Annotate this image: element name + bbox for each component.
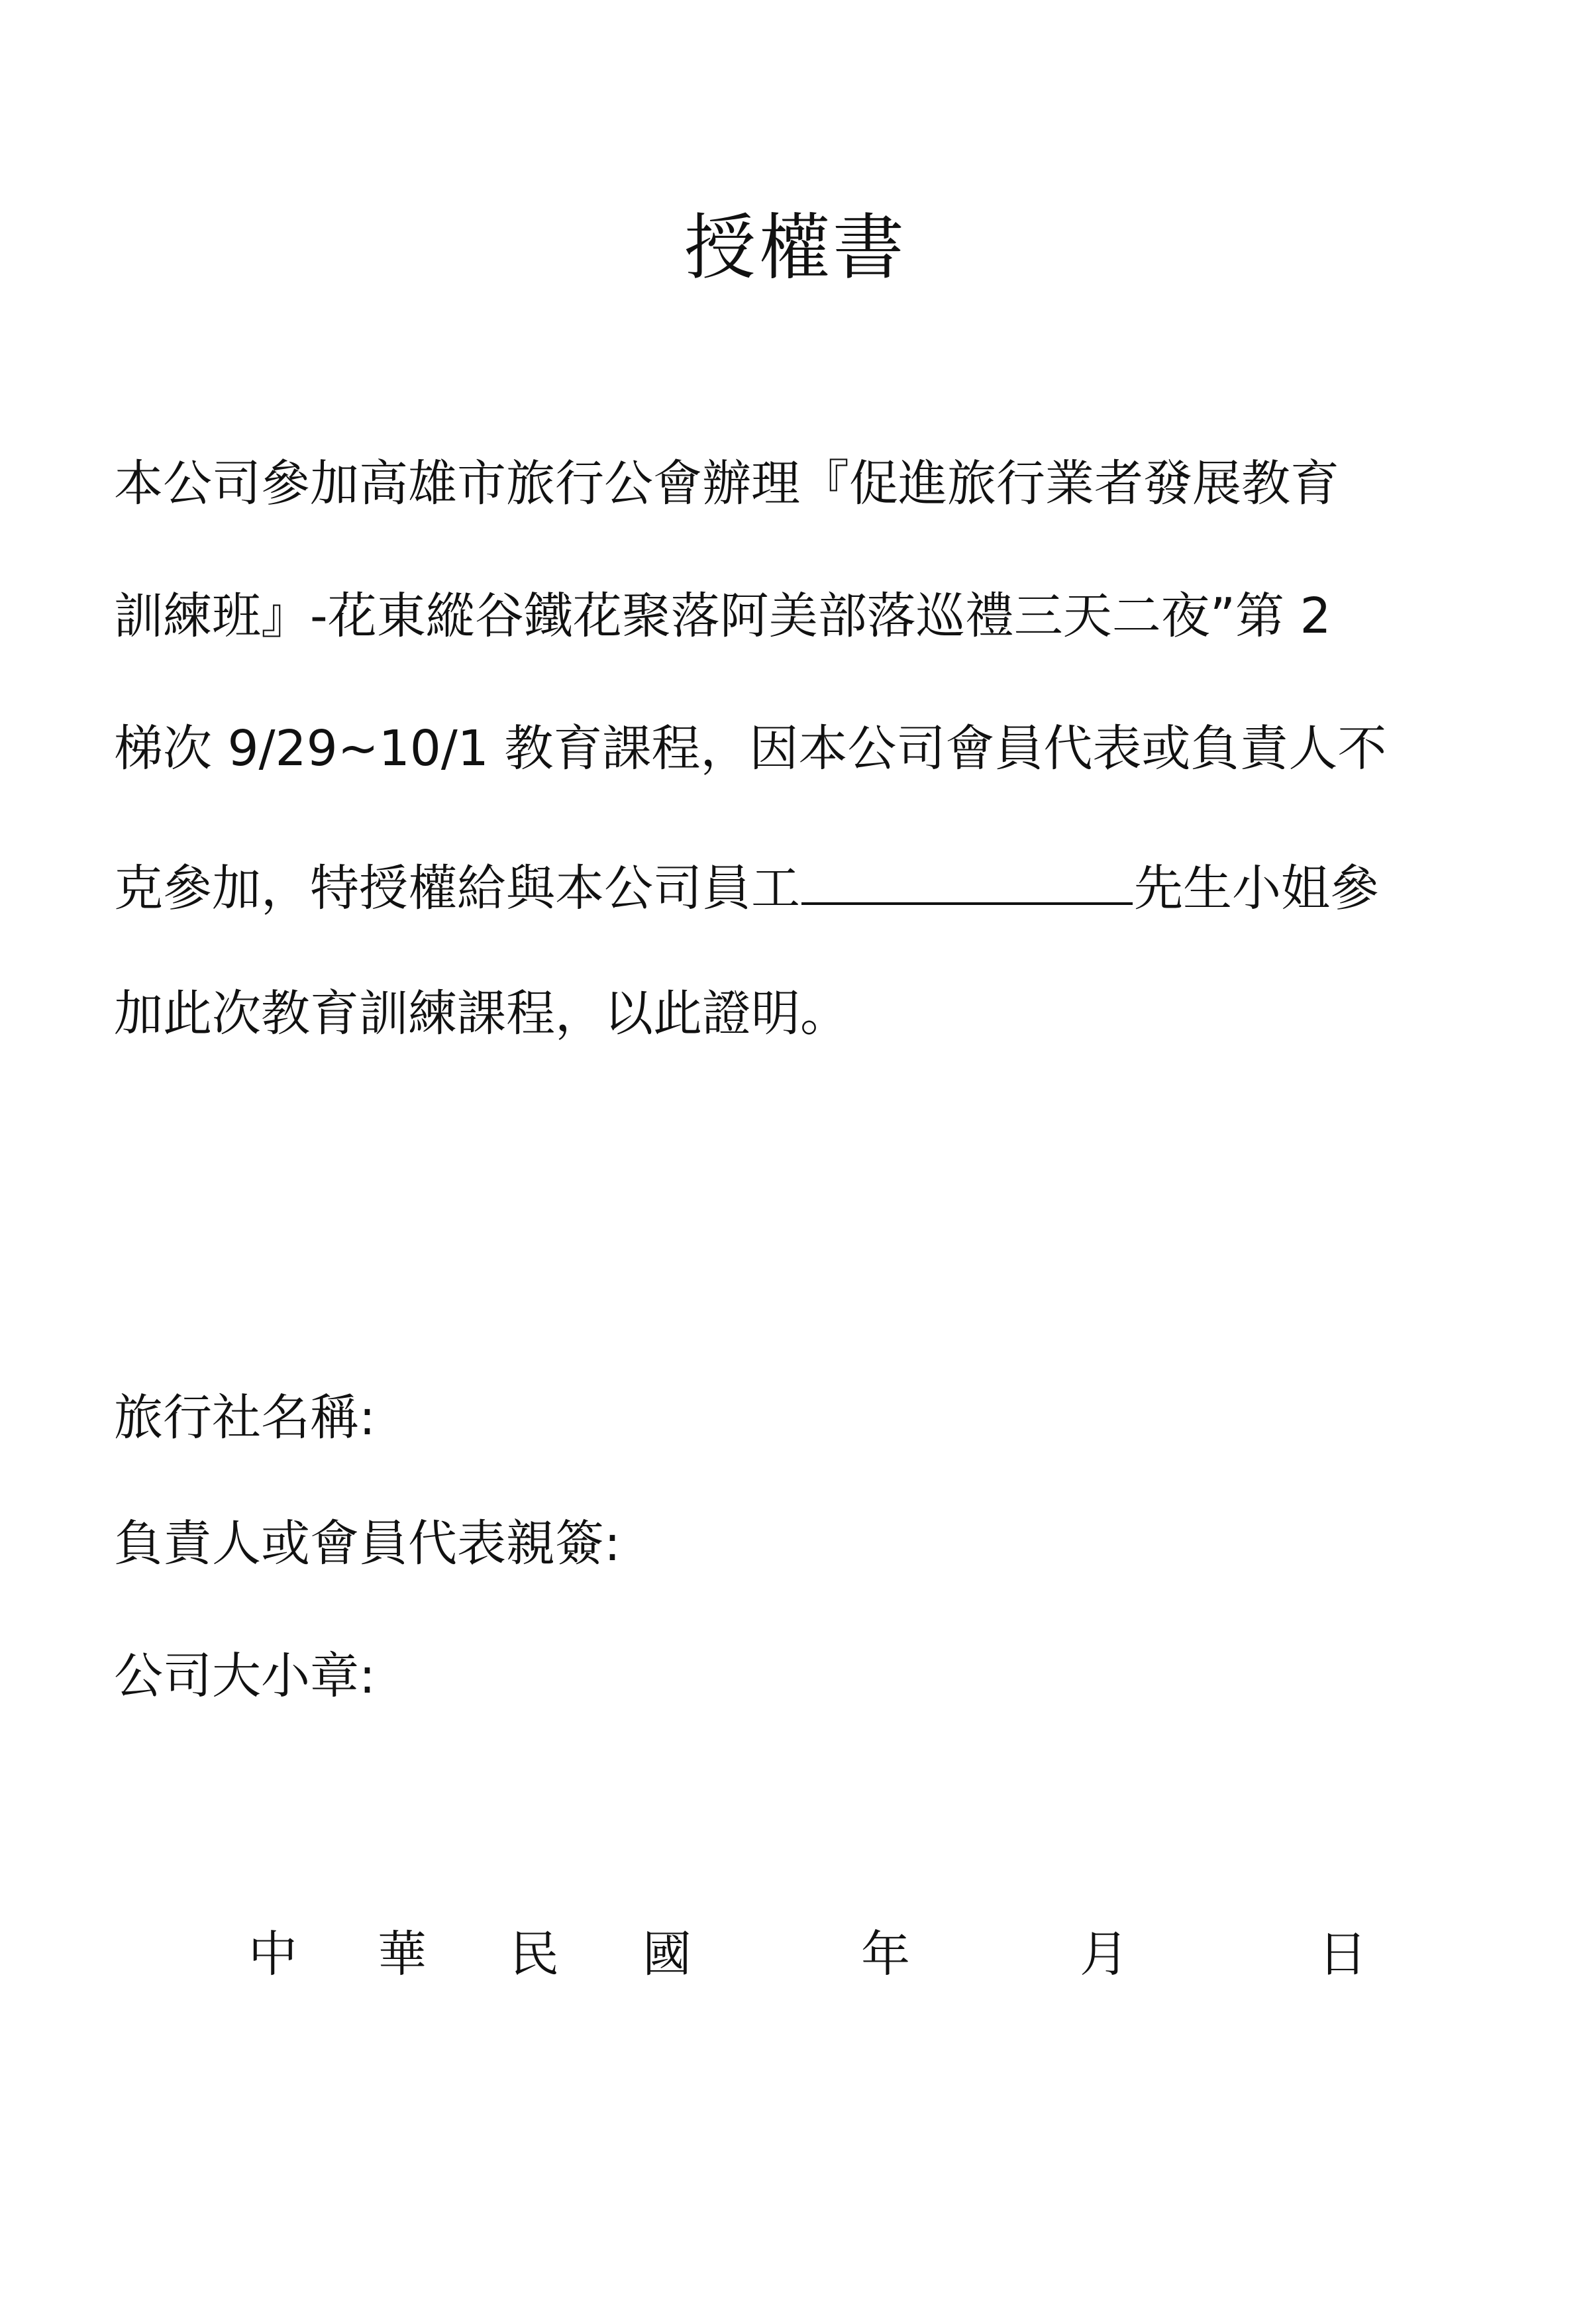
agency-name-label: 旅行社名稱: [114, 1389, 376, 1446]
document-title: 授權書 [684, 207, 907, 290]
date-char-4: 國 [642, 1926, 692, 1983]
date-year-label: 年 [861, 1926, 910, 1983]
body-line-4-text-after: 先生小姐參 [1134, 860, 1379, 917]
date-char-1: 中 [248, 1926, 297, 1983]
body-line-4-text-before: 克參加，特授權給與本公司員工 [114, 860, 800, 917]
date-char-2: 華 [378, 1926, 427, 1983]
body-line-3: 梯次 9/29~10/1 教育課程，因本公司會員代表或負責人不 [114, 720, 1387, 777]
signature-label: 負責人或會員代表親簽: [114, 1515, 621, 1572]
employee-name-blank[interactable] [801, 848, 1133, 905]
body-line-4 [114, 848, 1485, 922]
body-line-1: 本公司參加高雄市旅行公會辦理『促進旅行業者發展教育 [114, 455, 1339, 512]
date-day-label: 日 [1318, 1926, 1367, 1983]
body-line-5: 加此次教育訓練課程，以此證明。 [114, 985, 849, 1042]
company-seal-label: 公司大小章: [114, 1648, 376, 1705]
date-char-3: 民 [510, 1926, 559, 1983]
date-month-label: 月 [1080, 1926, 1129, 1983]
body-line-2: 訓練班』-花東縱谷鐵花聚落阿美部落巡禮三天二夜”第 2 [114, 588, 1331, 645]
date-line [0, 1921, 1591, 1987]
